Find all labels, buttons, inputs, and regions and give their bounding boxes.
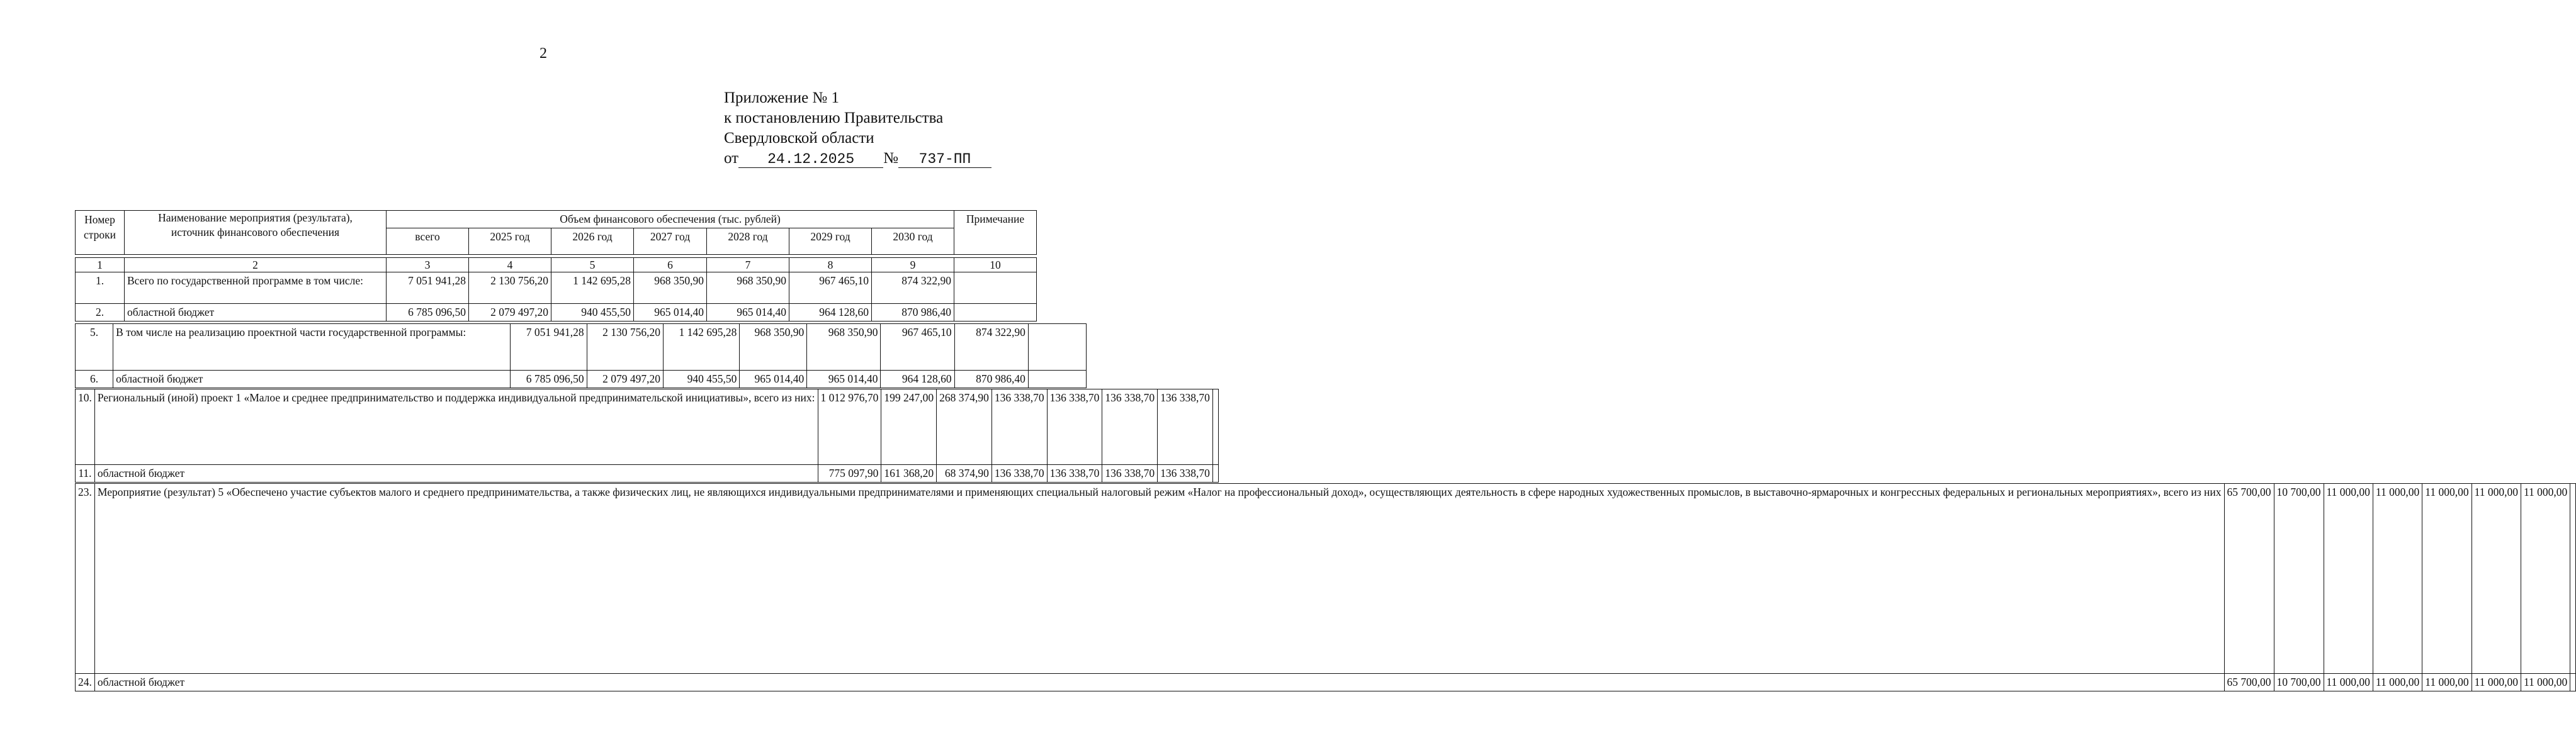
value-2028: 965 014,40 bbox=[807, 371, 881, 388]
header-year-2025: 2025 год bbox=[469, 228, 551, 255]
table-row bbox=[76, 304, 1037, 322]
value-2026: 940 455,50 bbox=[551, 304, 634, 322]
value-total: 7 051 941,28 bbox=[387, 272, 469, 304]
value-2029: 11 000,00 bbox=[2471, 674, 2521, 691]
appendix-title: Приложение № 1 bbox=[724, 89, 840, 106]
value-total: 6 785 096,50 bbox=[387, 304, 469, 322]
from-label: от bbox=[724, 150, 739, 167]
row-name: Мероприятие (результат) 5 «Обеспечено участие субъектов малого и среднего предпринимательства, а также физических лиц, не являющихся индивидуальными предпринимателями и применяющих специальный налоговый режим «Налог на профессиональный доход», осуществляющих деятельность в сфере народных художественных промыслов, в выставочно-ярмарочных и конгрессных федеральных и региональных мероприятиях», всего из них bbox=[94, 484, 2224, 674]
value-2025: 2 130 756,20 bbox=[469, 272, 551, 304]
col-number: 4 bbox=[469, 258, 551, 272]
row-number: 2. bbox=[76, 304, 125, 322]
row-number: 6. bbox=[76, 371, 113, 388]
value-total: 7 051 941,28 bbox=[511, 324, 587, 371]
value-2030: 136 338,70 bbox=[1158, 389, 1213, 465]
header-name: Наименование мероприятия (результата), источник финансового обеспечения bbox=[125, 211, 387, 255]
value-total: 775 097,90 bbox=[818, 465, 881, 483]
col-number: 7 bbox=[707, 258, 789, 272]
row-note bbox=[1028, 324, 1086, 371]
value-2030: 874 322,90 bbox=[954, 324, 1028, 371]
value-2027: 11 000,00 bbox=[2373, 674, 2422, 691]
col-number: 5 bbox=[551, 258, 634, 272]
row-number: 1. bbox=[76, 272, 125, 304]
value-2028: 11 000,00 bbox=[2422, 484, 2471, 674]
header-year-2028: 2028 год bbox=[707, 228, 789, 255]
row-note bbox=[2570, 484, 2576, 674]
col-number: 3 bbox=[387, 258, 469, 272]
row-name: областной бюджет bbox=[94, 674, 2224, 691]
value-2028: 965 014,40 bbox=[707, 304, 789, 322]
appendix-block bbox=[724, 88, 991, 169]
table-block-1 bbox=[75, 257, 1037, 322]
value-2028: 968 350,90 bbox=[807, 324, 881, 371]
value-2027: 968 350,90 bbox=[740, 324, 807, 371]
value-2027: 136 338,70 bbox=[991, 389, 1047, 465]
header-year-2029: 2029 год bbox=[789, 228, 872, 255]
value-2025: 10 700,00 bbox=[2274, 674, 2324, 691]
table-row bbox=[76, 272, 1037, 304]
value-2028: 136 338,70 bbox=[1047, 389, 1102, 465]
value-2025: 2 079 497,20 bbox=[587, 371, 663, 388]
column-number-row bbox=[76, 258, 1037, 272]
appendix-line-2: к постановлению Правительства bbox=[724, 109, 944, 126]
table-row bbox=[76, 324, 1087, 371]
table-header bbox=[75, 210, 1037, 255]
header-year-2030: 2030 год bbox=[872, 228, 954, 255]
value-2030: 11 000,00 bbox=[2521, 484, 2570, 674]
appendix-date-line bbox=[724, 148, 991, 169]
value-2026: 68 374,90 bbox=[937, 465, 992, 483]
value-2029: 136 338,70 bbox=[1102, 389, 1158, 465]
number-label: № bbox=[883, 150, 898, 167]
value-2025: 10 700,00 bbox=[2274, 484, 2324, 674]
table-row bbox=[76, 674, 2576, 691]
value-2029: 136 338,70 bbox=[1102, 465, 1158, 483]
header-note: Примечание bbox=[954, 211, 1037, 255]
value-2026: 268 374,90 bbox=[937, 389, 992, 465]
value-2025: 2 130 756,20 bbox=[587, 324, 663, 371]
table-block-2 bbox=[75, 323, 1087, 388]
page-number: 2 bbox=[539, 45, 547, 62]
table-row bbox=[76, 389, 1219, 465]
table-row bbox=[76, 484, 2576, 674]
value-2027: 11 000,00 bbox=[2373, 484, 2422, 674]
col-number: 6 bbox=[634, 258, 707, 272]
appendix-line-3: Свердловской области bbox=[724, 130, 874, 147]
decree-number: 737-ПП bbox=[898, 151, 991, 168]
col-number: 10 bbox=[954, 258, 1037, 272]
value-2029: 967 465,10 bbox=[881, 324, 954, 371]
value-2027: 136 338,70 bbox=[991, 465, 1047, 483]
row-name: областной бюджет bbox=[94, 465, 818, 483]
value-total: 65 700,00 bbox=[2224, 674, 2274, 691]
table-block-4 bbox=[75, 483, 2576, 691]
row-number: 5. bbox=[76, 324, 113, 371]
table-row bbox=[76, 371, 1087, 388]
value-total: 1 012 976,70 bbox=[818, 389, 881, 465]
table-block-3 bbox=[75, 389, 1219, 483]
value-2030: 870 986,40 bbox=[954, 371, 1028, 388]
row-note bbox=[1212, 465, 1218, 483]
row-name: В том числе на реализацию проектной части государственной программы: bbox=[113, 324, 511, 371]
value-2027: 965 014,40 bbox=[634, 304, 707, 322]
col-number: 8 bbox=[789, 258, 872, 272]
header-row-no: Номер строки bbox=[76, 211, 125, 255]
value-2028: 968 350,90 bbox=[707, 272, 789, 304]
value-2030: 11 000,00 bbox=[2521, 674, 2570, 691]
value-2028: 136 338,70 bbox=[1047, 465, 1102, 483]
row-name: областной бюджет bbox=[125, 304, 387, 322]
header-volume: Объем финансового обеспечения (тыс. рублей) bbox=[387, 211, 954, 228]
row-number: 11. bbox=[76, 465, 95, 483]
col-number: 2 bbox=[125, 258, 387, 272]
row-number: 23. bbox=[76, 484, 95, 674]
value-2025: 199 247,00 bbox=[881, 389, 937, 465]
col-number: 1 bbox=[76, 258, 125, 272]
row-name: областной бюджет bbox=[113, 371, 511, 388]
value-2026: 940 455,50 bbox=[663, 371, 739, 388]
row-note bbox=[954, 304, 1037, 322]
value-2029: 11 000,00 bbox=[2471, 484, 2521, 674]
value-2026: 11 000,00 bbox=[2324, 484, 2373, 674]
value-2025: 161 368,20 bbox=[881, 465, 937, 483]
col-number: 9 bbox=[872, 258, 954, 272]
decree-date: 24.12.2025 bbox=[738, 151, 883, 168]
row-number: 24. bbox=[76, 674, 95, 691]
row-note bbox=[1212, 389, 1218, 465]
value-2029: 967 465,10 bbox=[789, 272, 872, 304]
value-2025: 2 079 497,20 bbox=[469, 304, 551, 322]
value-2026: 1 142 695,28 bbox=[663, 324, 739, 371]
value-2027: 965 014,40 bbox=[740, 371, 807, 388]
value-total: 6 785 096,50 bbox=[511, 371, 587, 388]
row-note bbox=[2570, 674, 2576, 691]
value-total: 65 700,00 bbox=[2224, 484, 2274, 674]
table-row bbox=[76, 465, 1219, 483]
row-note bbox=[954, 272, 1037, 304]
row-name: Региональный (иной) проект 1 «Малое и среднее предпринимательство и поддержка индивидуальной предпринимательской инициативы», всего из них: bbox=[94, 389, 818, 465]
value-2027: 968 350,90 bbox=[634, 272, 707, 304]
value-2026: 11 000,00 bbox=[2324, 674, 2373, 691]
header-year-2026: 2026 год bbox=[551, 228, 634, 255]
value-2029: 964 128,60 bbox=[789, 304, 872, 322]
value-2026: 1 142 695,28 bbox=[551, 272, 634, 304]
row-name: Всего по государственной программе в том числе: bbox=[125, 272, 387, 304]
value-2030: 874 322,90 bbox=[872, 272, 954, 304]
value-2030: 870 986,40 bbox=[872, 304, 954, 322]
value-2028: 11 000,00 bbox=[2422, 674, 2471, 691]
value-2030: 136 338,70 bbox=[1158, 465, 1213, 483]
header-year-total: всего bbox=[387, 228, 469, 255]
row-note bbox=[1028, 371, 1086, 388]
row-number: 10. bbox=[76, 389, 95, 465]
header-year-2027: 2027 год bbox=[634, 228, 707, 255]
value-2029: 964 128,60 bbox=[881, 371, 954, 388]
